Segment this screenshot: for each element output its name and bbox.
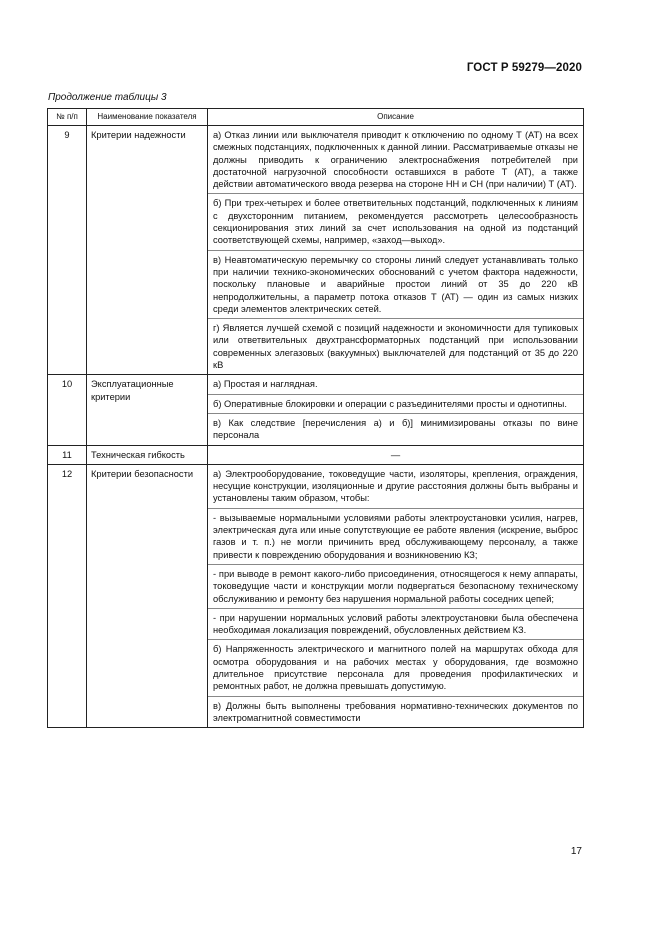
table-row [48,126,584,375]
criteria-table [47,108,584,728]
description-paragraph: а) Простая и наглядная. [213,379,318,390]
description-cell [208,126,584,375]
table-row [48,464,584,727]
description-paragraph: б) При трех-четырех и более ответвительных подстанций, подключенных к линиям с двухсторонним питанием, рекомендуется рассмотреть целесообразность секционирования этих линий за счет использования на одной из подстанций соответствующей схемы, например, «заход—выход». [208,193,583,249]
description-paragraph: г) Является лучшей схемой с позиций надежности и экономичности для тупиковых или ответвительных двухтрансформаторных подстанций при использовании современных элегазовых (вакуумных) выключателей для подстанций от 35 до 220 кВ [208,318,583,374]
row-number: 9 [48,126,87,375]
description-paragraph: б) Оперативные блокировки и операции с разъединителями просты и однотипны. [208,394,583,413]
description-paragraph: - при выводе в ремонт какого-либо присоединения, относящегося к нему аппараты, токоведущие части и конструкции могли подвергаться безопасному техническому обслуживанию и ремонту без нарушения нормальной работы соседних цепей; [208,564,583,608]
description-paragraph: - вызываемые нормальными условиями работы электроустановки усилия, нагрев, электрическая дуга или иные сопутствующие ее работе явления (искрение, выброс газов и т. п.) не могли причинить вред обслуживающему персоналу, а также привести к повреждению оборудования и возникновению КЗ; [208,508,583,564]
empty-dash: — [390,449,401,460]
indicator-name: Критерии безопасности [87,464,208,727]
indicator-name: Критерии надежности [87,126,208,375]
page-number: 17 [570,846,582,857]
description-paragraph: а) Электрооборудование, токоведущие части, изоляторы, крепления, ограждения, несущие конструкции, изоляционные и другие расстояния должны быть выбраны и установлены таким образом, чтобы: [213,468,578,504]
description-cell [208,375,584,445]
description-paragraph: а) Отказ линии или выключателя приводит к отключению по одному Т (АТ) на всех смежных подстанциях, подключенных к данной линии. Рассматриваемые отказы не должны приводить к ограничению электроснабжения потребителей при достаточной нагрузочной способности оставшихся в работе Т (АТ), а также действии автоматического ввода резерва на стороне НН и СН (при наличии) Т (АТ). [213,130,578,190]
column-header-number: № п/п [48,109,87,126]
table-row [48,445,584,464]
description-paragraph: в) Неавтоматическую перемычку со стороны линий следует устанавливать только при наличии технико-экономических обоснований с учетом фактора надежности, поскольку плановые и аварийные простои линий от 35 до 220 кВ непродолжительны, а параметр потока отказов Т (АТ) — один из самых низких среди элементов электрических сетей. [208,250,583,318]
table-row [48,375,584,445]
row-number: 10 [48,375,87,445]
description-cell [208,445,584,464]
row-number: 12 [48,464,87,727]
description-paragraph: б) Напряженность электрического и магнитного полей на маршрутах обхода для осмотра оборудования и на рабочих местах у оборудования, где возможно длительное присутствие персонала для проведения профилактических и ремонтных работ, не должна превышать допустимую. [208,639,583,695]
table-header-row [48,109,584,126]
row-number: 11 [48,445,87,464]
table-caption: Продолжение таблицы 3 [48,92,167,103]
description-paragraph: - при нарушении нормальных условий работы электроустановки была обеспечена необходимая локализация повреждений, обусловленных действием КЗ. [208,608,583,640]
column-header-indicator: Наименование показателя [87,109,208,126]
description-cell [208,464,584,727]
indicator-name: Эксплуатационные критерии [87,375,208,445]
description-paragraph: в) Должны быть выполнены требования нормативно-технических документов по электромагнитной совместимости [208,696,583,728]
standard-designation: ГОСТ Р 59279—2020 [466,62,582,74]
indicator-name: Техническая гибкость [87,445,208,464]
column-header-description: Описание [208,109,584,126]
description-paragraph: в) Как следствие [перечисления а) и б)] минимизированы отказы по вине персонала [208,413,583,445]
